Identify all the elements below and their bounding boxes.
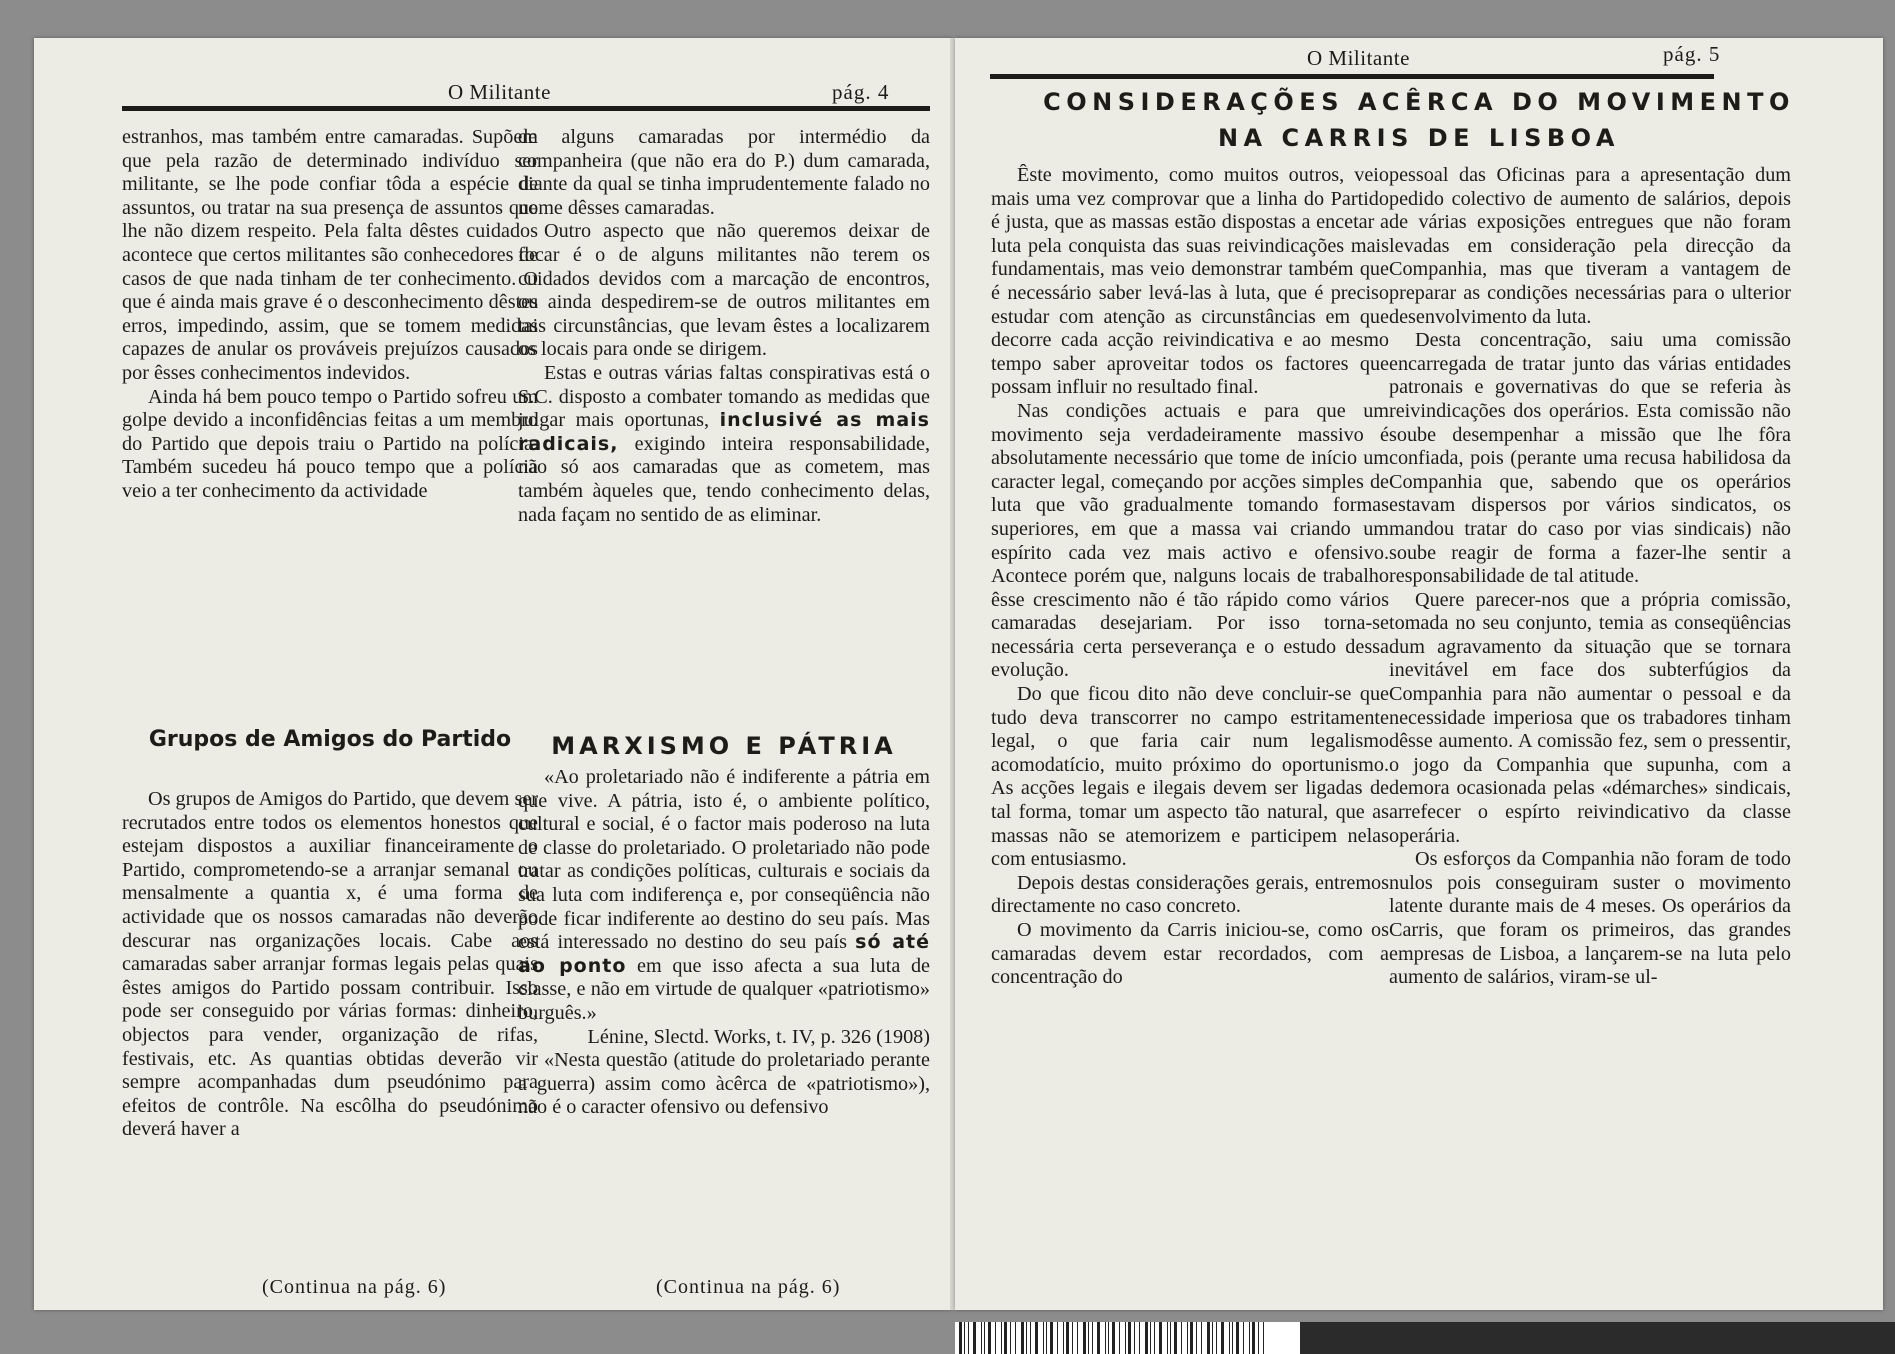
barcode-bar [1010,1322,1011,1354]
barcode-strip [955,1322,1300,1354]
emphasis: inclusivé as mais radicais, [518,409,930,455]
continuation-note: (Continua na pág. 6) [262,1276,447,1298]
paragraph: Desta concentração, saiu uma comissão encarregada de tratar junto das várias entidades patronais e governativas do que se referia às reivindicações dos operários. Esta comissão não soube desempenhar a missão que lhe fôra confiada, pois (perante uma recusa habilidosa da Companhia que, sabendo que os operários estavam dispersos por vários sindicatos, os mandou tratar do caso por vias sindicais) não soube reagir de forma a fazer-lhe sentir a responsabilidade de tal atitude. [1389,329,1791,588]
citation: Lénine, Slectd. Works, t. IV, p. 326 (1908) [587,1025,930,1048]
column-right-1 [991,164,1389,1272]
page-number: pág. 5 [1663,42,1721,66]
barcode-bar [1046,1322,1047,1354]
barcode-bar [1105,1322,1106,1354]
emphasis: só até ao ponto [518,931,930,977]
barcode-bar [1035,1322,1038,1354]
column-left-1-top [122,126,538,708]
barcode-bar [1181,1322,1182,1354]
barcode-bar [1108,1322,1109,1354]
page-number: pág. 4 [832,80,890,104]
barcode-bar [1004,1322,1007,1354]
barcode-bar [1216,1322,1217,1354]
barcode-bar [1167,1322,1168,1354]
column-left-2-bottom [518,766,930,1238]
paragraph: Quere parecer-nos que a própria comissão, tomada no seu conjunto, temia as conseqüências dum agravamento da situação que se tornara inevitável em face dos subterfúgios da Companhia para não aumentar o pessoal e da necessidade imperiosa que os trabadores tinham dêsse aumento. A comissão fez, sem o pressentir, o jogo da Companhia que supunha, com a demora ocasionada pelas «démarches» sindicais, arrefecer o espírto reivindicativo da classe operária. [1389,588,1791,847]
barcode-bar [1243,1322,1244,1354]
barcode-bar [1221,1322,1224,1354]
barcode-bar [1187,1322,1188,1354]
paragraph: Depois destas considerações gerais, entremos directamente no caso concreto. [991,871,1389,918]
paragraph: Êste movimento, como muitos outros, veio mais uma vez comprovar que a linha do Partido é justa, que as massas estão dispostas a encetar a luta pela conquista das suas reivindicações mais fundamentais, mas veio demonstrar também que é necessário saber levá-las à luta, que é preciso estudar com atenção as circunstâncias em que decorre cada acção reivindicativa e ao mesmo tempo saber aproveitar todos os factores que possam influir no resultado final. [991,164,1389,399]
quotation: «Ao proletariado não é indiferente a pátria em que vive. A pátria, isto é, o ambiente político, cultural e social, é o factor mais poderoso na luta de classe do proletariado. O proletariado não pode tratar as condições políticas, culturais e sociais da sua luta com indiferença e, por conseqüência não pode ficar indiferente ao destino do seu país. Mas está interessado no destino do seu país só até ao ponto em que isso afecta a sua luta de classe, e não em virtude de qualquer «patriotismo» burguês.» [518,766,930,1024]
barcode-bar [1112,1322,1115,1354]
barcode-bar [988,1322,991,1354]
header-rule [122,106,930,111]
barcode-bar [1050,1322,1053,1354]
barcode-bar [995,1322,996,1354]
barcode-bar [1021,1322,1024,1354]
barcode-bar [1174,1322,1177,1354]
barcode-bar [1077,1322,1078,1354]
barcode-bar [984,1322,985,1354]
barcode-bar [1150,1322,1151,1354]
barcode-bar [1212,1322,1213,1354]
barcode-bar [1097,1322,1100,1354]
headline-line-2: NA CARRIS DE LISBOA [1217,124,1621,152]
barcode-bar [1125,1322,1126,1354]
continuation-note: (Continua na pág. 6) [656,1276,841,1298]
barcode-bar [1015,1322,1016,1354]
barcode-bar [1072,1322,1073,1354]
section-heading: MARXISMO E PÁTRIA [551,732,897,760]
running-title: O Militante [1307,46,1410,70]
barcode-bar [1252,1322,1255,1354]
headline-line-1: CONSIDERAÇÕES ACÊRCA DO MOVIMENTO [1043,88,1795,116]
barcode-bar [981,1322,982,1354]
barcode-bar [1201,1322,1202,1354]
barcode-bar [1154,1322,1155,1354]
paragraph: Nas condições actuais e para que um movimento seja verdadeiramente massivo é absolutamente necessário que tome de início um caracter legal, começando por acções simples de luta que vão gradualmente tomando formas superiores, em que a massa vai criando um espírito cada vez mais activo e ofensivo. Acontece porém que, nalguns locais de trabalho êsse crescimento não é tão rápido como vários camaradas desejariam. Por isso torna-se necessária certa perseverança e o estudo dessa evolução. [991,399,1389,682]
page-left [34,38,952,1310]
barcode-bar [1001,1322,1002,1354]
barcode-bar [1249,1322,1250,1354]
page-right [955,38,1883,1310]
barcode-bar [1190,1322,1193,1354]
barcode-bar [959,1322,962,1354]
barcode-bar [1063,1322,1064,1354]
paragraph: Estas e outras várias faltas conspirativas está o S.C. disposto a combater tomando as medidas que julgar mais oportunas, inclusivé as mais radicais, exigindo inteira responsabilidade, não só aos camaradas que as cometem, mas também àqueles que, tendo conhecimento delas, nada façam no sentido de as eliminar. [518,361,930,526]
barcode-bar [1207,1322,1210,1354]
paragraph: estranhos, mas também entre camaradas. Supõem que pela razão de determinado indivíduo ser militante, se lhe pode confiar tôda a espécie de assuntos, ou tratar na sua presença de assuntos que lhe não dizem respeito. Pela falta dêstes cuidados acontece que certos militantes são conhecedores de casos de que nada tinham de ter conhecimento. O que é ainda mais grave é o desconhecimento dêstes erros, impedindo, assim, que se tomem medidas capazes de anular os prováveis prejuízos causados por êsses conhecimentos indevidos. [122,126,538,384]
barcode-bar [1030,1322,1031,1354]
barcode-bar [1092,1322,1093,1354]
barcode-bar [1026,1322,1027,1354]
barcode-bar [1229,1322,1230,1354]
barcode-bar [1263,1322,1264,1354]
quotation: «Nesta questão (atitude do proletariado perante a guerra) assim como àcêrca de «patriotismo»), não é o caracter ofensivo ou defensivo [518,1049,930,1119]
header-rule [990,74,1714,79]
barcode-strip-dark [1300,1322,1895,1354]
paragraph: pessoal das Oficinas para a apresentação dum pedido colectivo de aumento de salários, depois de várias exposições entregues que não foram levadas em consideração pela direcção da Companhia, mas que tiveram a vantagem de preparar as condições necessárias para o ulterior desenvolvimento da luta. [1389,164,1791,328]
barcode-bar [1043,1322,1044,1354]
barcode-bar [1145,1322,1148,1354]
paragraph: Os esforços da Companhia não foram de todo nulos pois conseguiram suster o movimento latente durante mais de 4 meses. Os operários da Carris, que foram os primeiros, das grandes empresas de Lisboa, a lançarem-se na luta pelo aumento de salários, viram-se ul- [1389,848,1791,989]
barcode-bar [973,1322,976,1354]
barcode-bar [1139,1322,1140,1354]
barcode-bar [1128,1322,1131,1354]
barcode-bar [968,1322,969,1354]
paragraph: O movimento da Carris iniciou-se, como os camaradas devem estar recordados, com a concentração do [991,919,1389,989]
barcode-bar [1196,1322,1197,1354]
barcode-bar [1088,1322,1089,1354]
paragraph: Outro aspecto que não queremos deixar de focar é o de alguns militantes não terem os cuidados devidos com a marcação de encontros, ou ainda despedirem-se de outros militantes em tais circunstâncias, que levam êstes a localizarem os locais para onde se dirigem. [518,220,930,361]
barcode-bar [1057,1322,1058,1354]
barcode-bar [1170,1322,1171,1354]
barcode-bar [1159,1322,1162,1354]
barcode-bar [1066,1322,1069,1354]
running-title: O Militante [448,80,551,104]
barcode-bar [1232,1322,1233,1354]
barcode-bar [964,1322,965,1354]
barcode-bar [1119,1322,1120,1354]
paragraph: Os grupos de Amigos do Partido, que devem ser recrutados entre todos os elementos honestos que estejam dispostos a auxiliar financeiramente o Partido, comprometendo-se a arranjar semanal ou mensalmente a quantia x, é uma forma de actividade que os nossos camaradas não deverão descurar nas organizações locais. Cabe aos camaradas saber arranjar formas legais pelas quais êstes amigos do Partido possam contribuir. Isso pode ser conseguido por várias formas: dinheiro, objectos para vender, organização de rifas, festivais, etc. As quantias obtidas deverão vir sempre acompanhadas dum pseudónimo para efeitos de contrôle. Na escôlha do pseudónimo deverá haver a [122,788,538,1141]
barcode-bar [1258,1322,1259,1354]
column-left-1-bottom [122,788,538,1238]
paragraph: Ainda há bem pouco tempo o Partido sofreu um golpe devido a inconfidências feitas a um membro do Partido que depois traiu o Partido na polícia. Também sucedeu há pouco tempo que a polícia veio a ter conhecimento da actividade [122,385,538,502]
column-left-2-top [518,126,930,708]
paragraph: Do que ficou dito não deve concluir-se que tudo deva transcorrer no campo estritamente legal, o que faria cair num legalismo acomodatício, muito próximo do oportunismo. As acções legais e ilegais devem ser ligadas de tal forma, tomar um aspecto tão natural, que as massas não se atemorizem e participem nelas com entusiasmo. [991,683,1389,871]
paragraph: de alguns camaradas por intermédio da companheira (que não era do P.) dum camarada, diante da qual se tinha imprudentemente falado no nome dêsses camaradas. [518,126,930,219]
barcode-bar [1083,1322,1086,1354]
column-right-2 [1389,164,1791,1272]
barcode-bar [1236,1322,1239,1354]
barcode-bar [1134,1322,1135,1354]
section-heading: Grupos de Amigos do Partido [148,727,512,752]
